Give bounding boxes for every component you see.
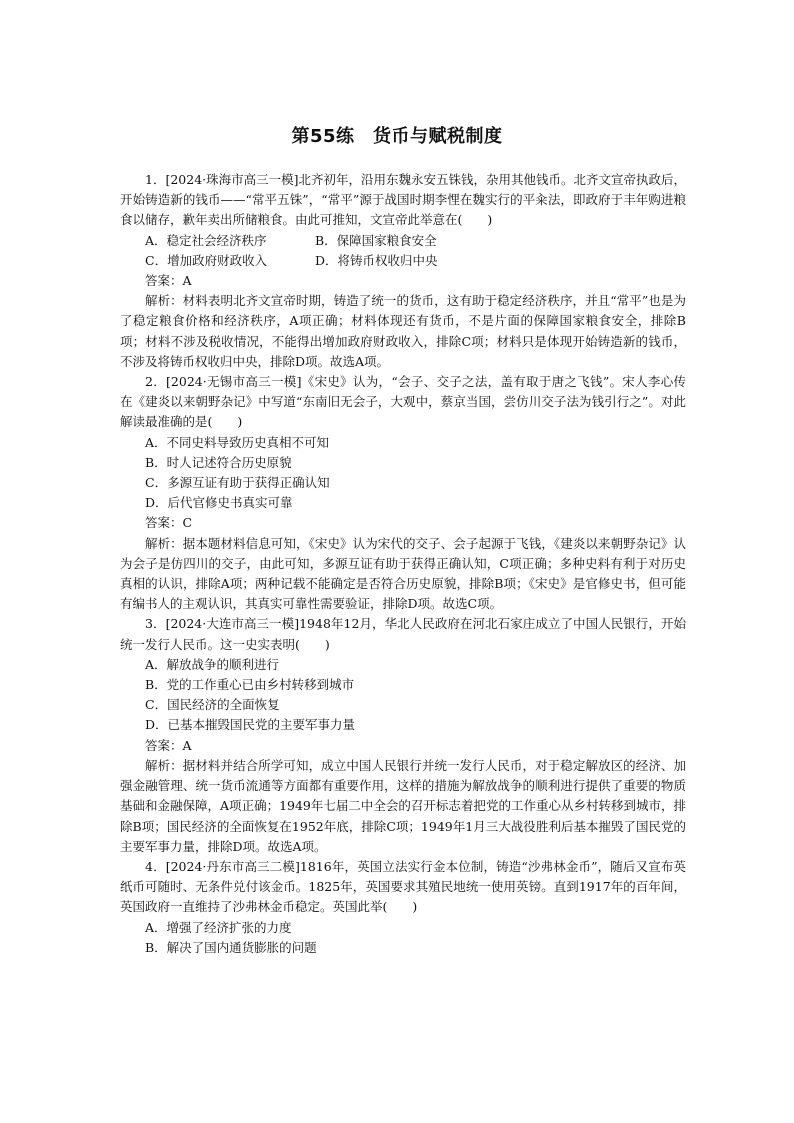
- question-1-analysis: 解析：材料表明北齐文宣帝时期，铸造了统一的货币，这有助于稳定经济秩序，并且“常平”也是为了稳定粮食价格和经济秩序，A项正确；材料体现还有货币，不是片面的保障国家粮食安全，排除B项；材料不涉及税收情况，不能得出增加政府财政收入，排除C项；材料只是体现开始铸造新的钱币，不涉及将铸币权收归中央，排除D项。故选A项。: [120, 293, 686, 369]
- question-1-answer: 答案：A: [145, 273, 192, 289]
- question-3-answer: 答案：A: [145, 737, 192, 753]
- question-1-option-c: C．增加政府财政收入: [145, 252, 268, 268]
- question-1-option-a: A．稳定社会经济秩序: [145, 232, 267, 248]
- question-1-options-row-2: [120, 251, 686, 271]
- question-2-stem: 2．[2024·无锡市高三一模]《宋史》认为，“会子、交子之法，盖有取于唐之飞钱”。宋人李心传在《建炎以来朝野杂记》中写道“东南旧无会子，大观中，蔡京当国，尝仿川交子法为钱引行之”。对此解读最准确的是( ): [120, 374, 686, 430]
- question-2-option-d: D．后代官修史书真实可靠: [145, 495, 293, 511]
- page-title: 第55练 货币与赋税制度: [291, 126, 503, 147]
- question-3-option-d: D．已基本摧毁国民党的主要军事力量: [145, 717, 356, 733]
- question-3-option-b: B．党的工作重心已由乡村转移到城市: [145, 677, 355, 693]
- question-1-option-d: D．将铸币权收归中央: [315, 252, 438, 268]
- question-1-option-b: B．保障国家粮食安全: [315, 232, 437, 248]
- question-3-stem: 3．[2024·大连市高三一模]1948年12月，华北人民政府在河北石家庄成立了中国人民银行，开始统一发行人民币。这一史实表明( ): [120, 616, 686, 652]
- question-4: [120, 857, 686, 958]
- question-3-option-c: C．国民经济的全面恢复: [145, 697, 280, 713]
- question-2-option-a: A．不同史料导致历史真相不可知: [145, 434, 330, 450]
- question-4-stem: 4．[2024·丹东市高三二模]1816年，英国立法实行金本位制，铸造“沙弗林金币”，随后又宣布英纸币可随时、无条件兑付该金币。1825年，英国要求其殖民地统一使用英镑。直到1917年的百年间，英国政府一直维持了沙弗林金币稳定。英国此举( ): [120, 858, 686, 915]
- question-2: [120, 372, 686, 614]
- question-3: [120, 614, 686, 856]
- question-2-analysis: 解析：据本题材料信息可知，《宋史》认为宋代的交子、会子起源于飞钱，《建炎以来朝野杂记》认为会子是仿四川的交子，由此可知，多源互证有助于获得正确认知，C项正确；多种史料有利于对历史真相的认识，排除A项；两种记载不能确定是否符合历史原貌，排除B项；《宋史》是官修史书，但可能有编书人的主观认识，其真实可靠性需要验证，排除D项。故选C项。: [120, 535, 686, 612]
- exercise-content: [120, 170, 686, 958]
- question-4-option-a: A．增强了经济扩张的力度: [145, 919, 292, 935]
- question-2-answer: 答案：C: [145, 515, 193, 531]
- question-3-option-a: A．解放战争的顺利进行: [145, 656, 280, 672]
- question-2-option-c: C．多源互证有助于获得正确认知: [145, 475, 330, 491]
- question-4-option-b: B．解决了国内通货膨胀的问题: [145, 939, 317, 955]
- question-1-stem: 1．[2024·珠海市高三一模]北齐初年，沿用东魏永安五铢钱，杂用其他钱币。北齐文宣帝执政后，开始铸造新的钱币——“常平五铢”，“常平”源于战国时期李悝在魏实行的平籴法，即政府于丰年购进粮食以储存，歉年卖出所储粮食。由此可推知，文宣帝此举意在( ): [120, 172, 686, 228]
- question-1-options-row-1: [120, 231, 686, 251]
- question-2-option-b: B．时人记述符合历史原貌: [145, 454, 292, 470]
- question-3-analysis: 解析：据材料并结合所学可知，成立中国人民银行并统一发行人民币，对于稳定解放区的经济、加强金融管理、统一货币流通等方面都有重要作用，这样的措施为解放战争的顺利进行提供了重要的物质基础和金融保障，A项正确；1949年七届二中全会的召开标志着把党的工作重心从乡村转移到城市，排除B项；国民经济的全面恢复在1952年底，排除C项；1949年1月三大战役胜利后基本摧毁了国民党的主要军事力量，排除D项。故选A项。: [120, 757, 686, 854]
- question-1: [120, 170, 686, 372]
